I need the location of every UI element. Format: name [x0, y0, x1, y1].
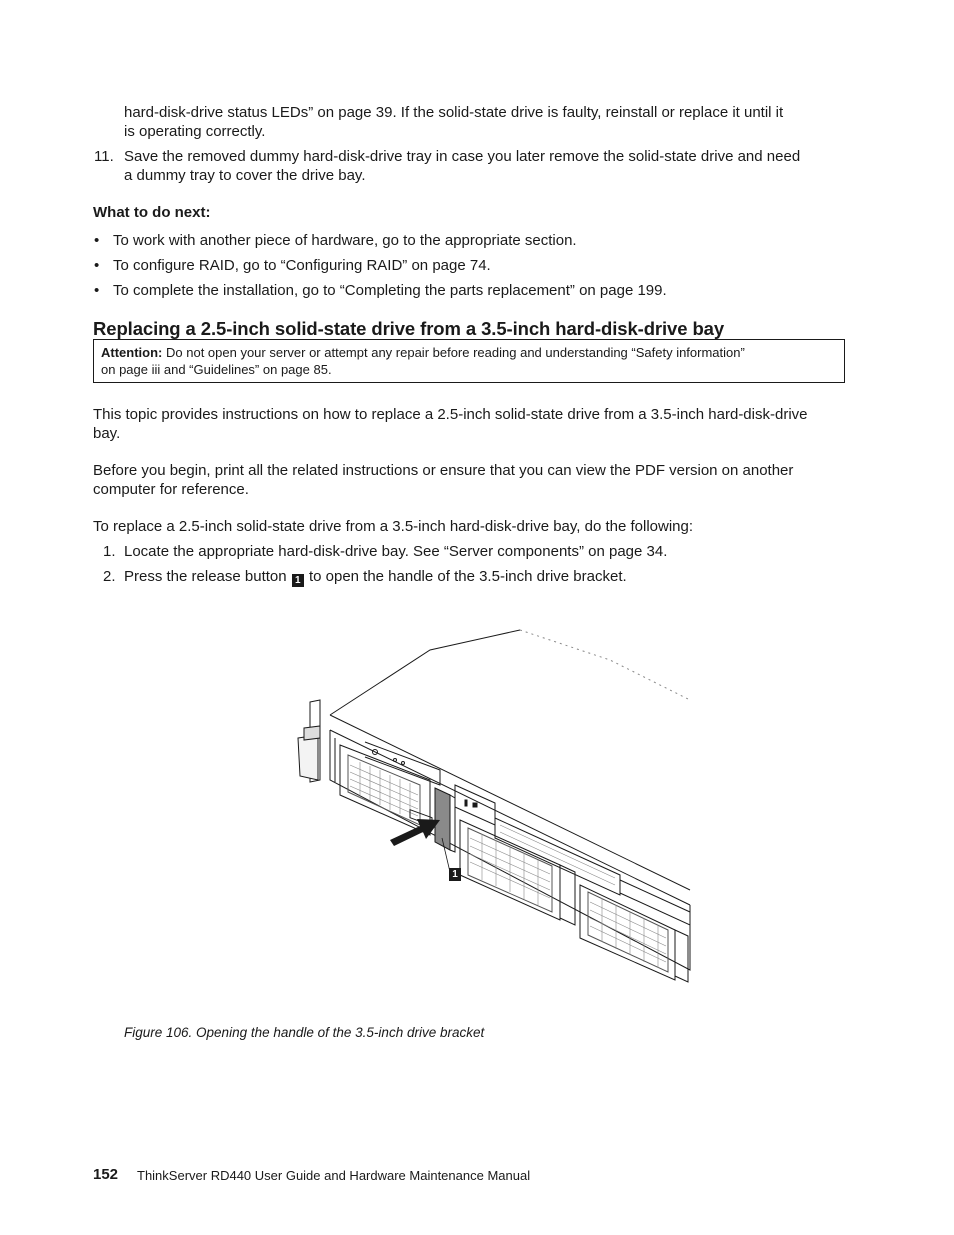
list-item: To work with another piece of hardware, go to the appropriate section. — [113, 232, 577, 249]
step-11-line-2: a dummy tray to cover the drive bay. — [124, 167, 366, 184]
step-2-text-before: Press the release button — [124, 568, 287, 585]
step-2-text-after: to open the handle of the 3.5-inch drive bracket. — [308, 568, 627, 585]
list-item: To configure RAID, go to “Configuring RAID” on page 74. — [113, 257, 491, 274]
procedure-lead: To replace a 2.5-inch solid-state drive from a 3.5-inch hard-disk-drive bay, do the following: — [93, 518, 694, 535]
before-line-2: computer for reference. — [93, 481, 249, 498]
bullet-icon: • — [94, 232, 100, 249]
attention-text-2: on page iii and “Guidelines” on page 85. — [101, 362, 332, 377]
step-2-number: 2. — [103, 568, 116, 585]
server-drive-illustration — [290, 620, 695, 990]
continuation-line-2: is operating correctly. — [124, 123, 266, 140]
before-line-1: Before you begin, print all the related instructions or ensure that you can view the PDF version on another — [93, 462, 794, 479]
figure-callout: 1 — [449, 868, 461, 881]
step-11-line-1: Save the removed dummy hard-disk-drive tray in case you later remove the solid-state drive and need — [124, 148, 801, 165]
what-next-heading: What to do next: — [93, 204, 211, 221]
step-1-text: Locate the appropriate hard-disk-drive bay. See “Server components” on page 34. — [124, 543, 668, 560]
continuation-line-1: hard-disk-drive status LEDs” on page 39. If the solid-state drive is faulty, reinstall or replace it until it — [124, 104, 784, 121]
callout-badge: 1 — [292, 574, 304, 587]
step-11-number: 11. — [94, 148, 114, 165]
attention-text-1: Do not open your server or attempt any repair before reading and understanding “Safety information” — [166, 345, 745, 360]
section-title: Replacing a 2.5-inch solid-state drive from a 3.5-inch hard-disk-drive bay — [93, 318, 725, 339]
step-1-number: 1. — [103, 543, 116, 560]
attention-box — [93, 339, 845, 383]
bullet-icon: • — [94, 282, 100, 299]
page-number: 152 — [93, 1166, 119, 1183]
intro-line-2: bay. — [93, 425, 121, 442]
attention-label: Attention: — [101, 345, 163, 360]
list-item: To complete the installation, go to “Completing the parts replacement” on page 199. — [113, 282, 667, 299]
step-2-text — [124, 567, 627, 587]
footer-title: ThinkServer RD440 User Guide and Hardware Maintenance Manual — [137, 1168, 531, 1183]
figure-caption: Figure 106. Opening the handle of the 3.5-inch drive bracket — [124, 1025, 485, 1040]
intro-line-1: This topic provides instructions on how to replace a 2.5-inch solid-state drive from a 3.5-inch hard-disk-drive — [93, 406, 808, 423]
bullet-icon: • — [94, 257, 100, 274]
